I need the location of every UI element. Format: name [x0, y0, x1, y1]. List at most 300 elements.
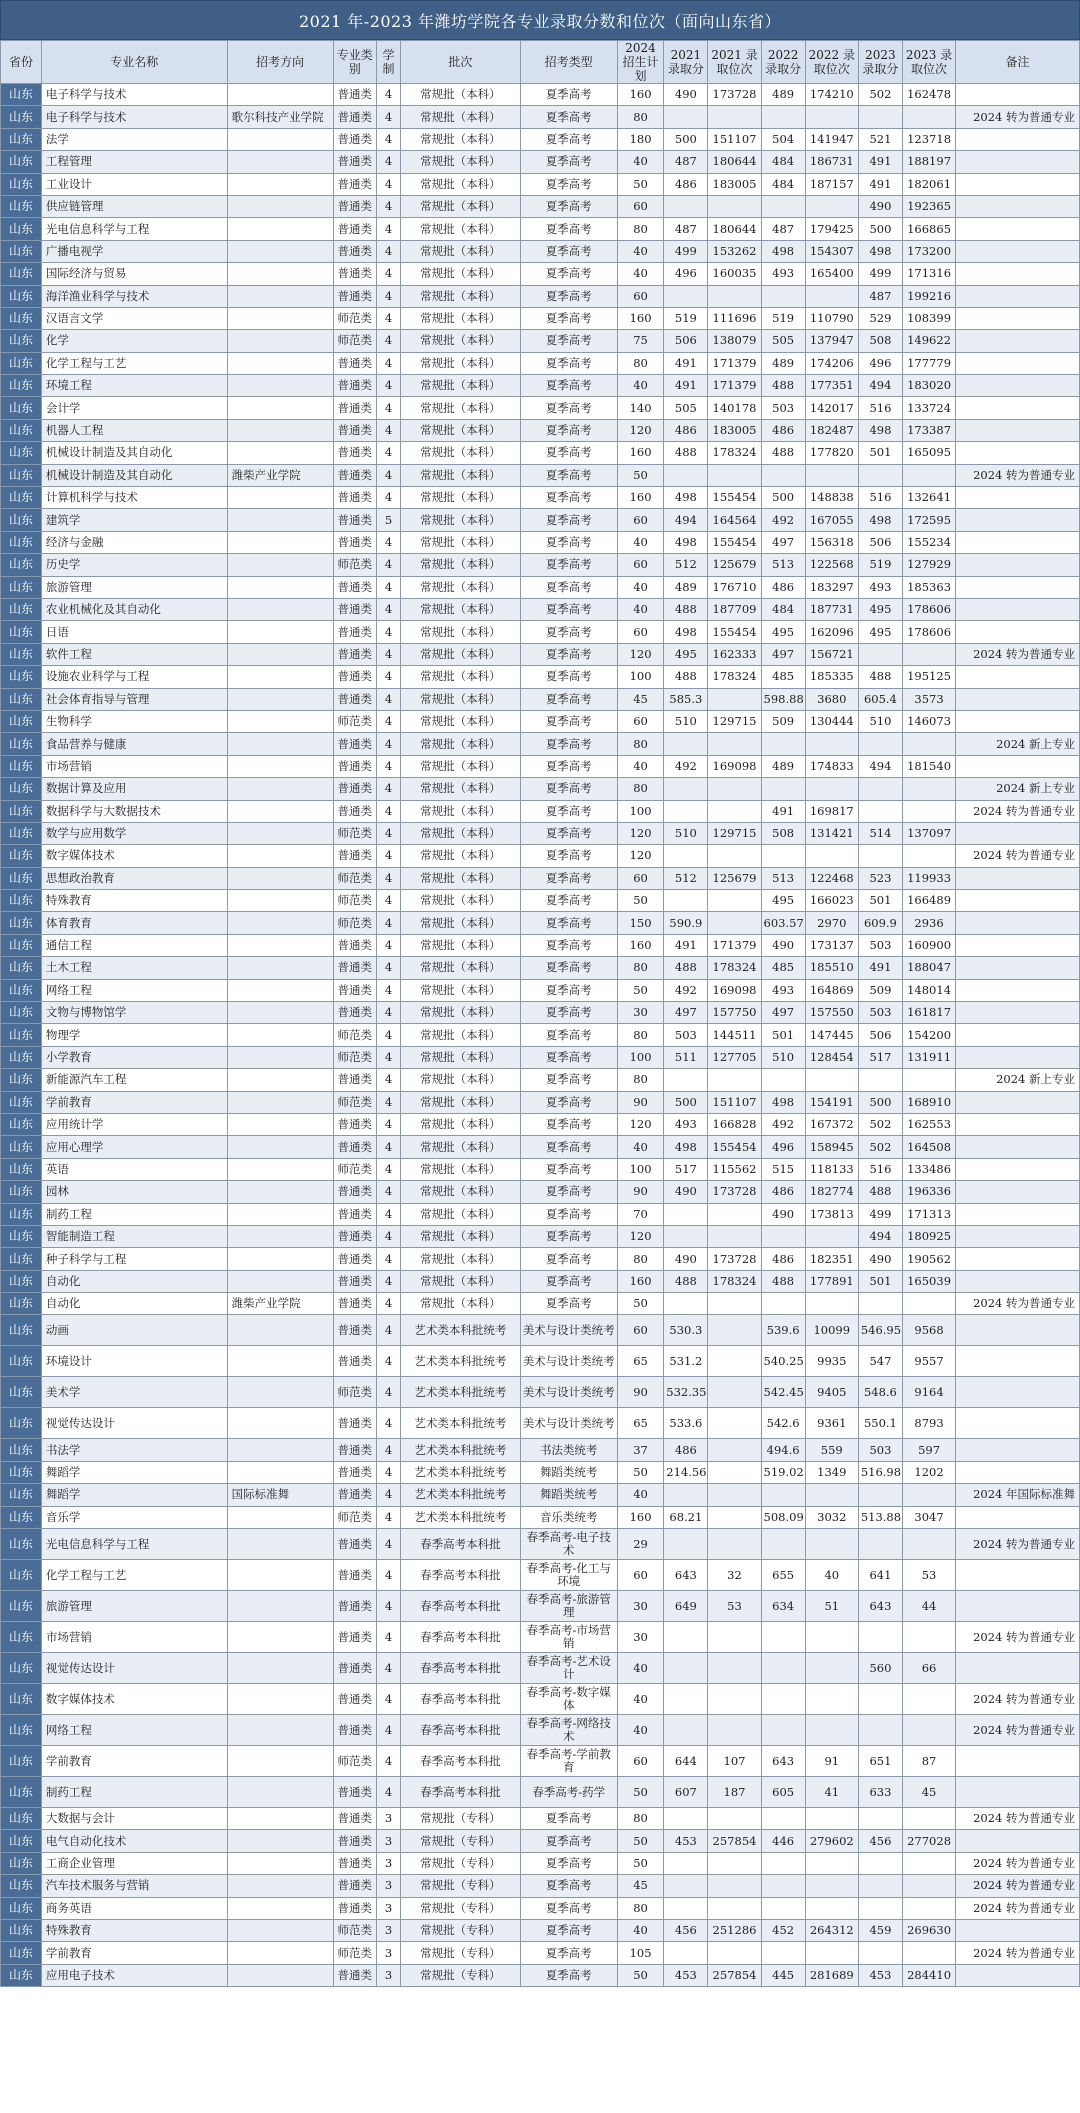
table-cell: 178606: [903, 621, 956, 643]
table-cell: 普通类: [333, 688, 376, 710]
table-cell: 503: [858, 934, 902, 956]
table-cell: 1349: [805, 1461, 858, 1483]
table-cell: [227, 1653, 333, 1684]
table-cell: 164508: [903, 1136, 956, 1158]
table-cell: 51: [805, 1591, 858, 1622]
table-cell: 视觉传达设计: [41, 1408, 227, 1439]
table-cell: 4: [376, 1653, 400, 1684]
table-cell: [761, 1942, 805, 1964]
table-cell: [956, 1964, 1080, 1986]
table-cell: [664, 1715, 708, 1746]
table-cell: 9361: [805, 1408, 858, 1439]
table-cell: 487: [664, 151, 708, 173]
table-cell: 182061: [903, 173, 956, 195]
table-cell: 490: [761, 934, 805, 956]
column-header: 2023 录取分: [858, 41, 902, 84]
table-cell: [805, 778, 858, 800]
table-cell: 165039: [903, 1270, 956, 1292]
table-cell: 171379: [708, 375, 761, 397]
table-cell: 495: [761, 890, 805, 912]
table-cell: [805, 1875, 858, 1897]
table-cell: [227, 218, 333, 240]
table-row: [1, 1506, 1080, 1528]
table-cell: 446: [761, 1830, 805, 1852]
table-cell: 常规批（本科）: [401, 1158, 520, 1180]
table-row: [1, 710, 1080, 732]
table-cell: 154191: [805, 1091, 858, 1113]
table-cell: 4: [376, 240, 400, 262]
table-cell: 2024 转为普通专业: [956, 1715, 1080, 1746]
table-cell: 夏季高考: [520, 464, 617, 486]
table-cell: [227, 979, 333, 1001]
table-cell: 师范类: [333, 1746, 376, 1777]
table-cell: 春季高考本科批: [401, 1746, 520, 1777]
table-cell: 160: [617, 84, 663, 106]
column-header: 省份: [1, 41, 42, 84]
table-cell: 516: [858, 397, 902, 419]
table-cell: 普通类: [333, 1484, 376, 1506]
table-cell: 夏季高考: [520, 1024, 617, 1046]
table-cell: 夏季高考: [520, 822, 617, 844]
table-cell: 516: [858, 1158, 902, 1180]
table-cell: [227, 1506, 333, 1528]
table-cell: 普通类: [333, 397, 376, 419]
table-cell: 60: [617, 509, 663, 531]
table-cell: 50: [617, 1852, 663, 1874]
table-cell: 普通类: [333, 576, 376, 598]
table-row: [1, 1046, 1080, 1068]
table-cell: [664, 1942, 708, 1964]
table-cell: [805, 1653, 858, 1684]
table-cell: 4: [376, 263, 400, 285]
table-cell: [227, 442, 333, 464]
table-cell: 书法类统考: [520, 1439, 617, 1461]
table-cell: 607: [664, 1777, 708, 1808]
table-cell: 486: [664, 419, 708, 441]
table-cell: 普通类: [333, 957, 376, 979]
table-cell: [956, 1746, 1080, 1777]
table-cell: 530.3: [664, 1315, 708, 1346]
table-cell: 夏季高考: [520, 1091, 617, 1113]
table-cell: 师范类: [333, 554, 376, 576]
table-cell: 111696: [708, 307, 761, 329]
table-cell: 506: [858, 1024, 902, 1046]
table-cell: [956, 1346, 1080, 1377]
table-cell: 185363: [903, 576, 956, 598]
table-cell: 506: [858, 531, 902, 553]
table-cell: 257854: [708, 1964, 761, 1986]
table-row: [1, 84, 1080, 106]
table-cell: [956, 263, 1080, 285]
table-cell: 489: [761, 352, 805, 374]
table-cell: 夏季高考: [520, 509, 617, 531]
table-cell: [227, 1622, 333, 1653]
table-cell: 90: [617, 1377, 663, 1408]
table-cell: [664, 285, 708, 307]
table-cell: 2024 年国际标准舞: [956, 1484, 1080, 1506]
table-row: [1, 531, 1080, 553]
table-row: [1, 1270, 1080, 1292]
table-cell: [708, 1069, 761, 1091]
table-cell: [903, 800, 956, 822]
table-cell: 492: [761, 509, 805, 531]
table-cell: 490: [858, 1248, 902, 1270]
table-cell: 171313: [903, 1203, 956, 1225]
table-cell: [227, 1002, 333, 1024]
table-cell: 497: [761, 1002, 805, 1024]
table-cell: [708, 1875, 761, 1897]
table-cell: [761, 1715, 805, 1746]
table-cell: 4: [376, 688, 400, 710]
table-cell: 149622: [903, 330, 956, 352]
table-cell: 40: [617, 598, 663, 620]
table-cell: 153262: [708, 240, 761, 262]
table-cell: [227, 1461, 333, 1483]
table-cell: 4: [376, 1293, 400, 1315]
table-cell: 普通类: [333, 1560, 376, 1591]
table-cell: 2024 转为普通专业: [956, 1684, 1080, 1715]
table-cell: [805, 1069, 858, 1091]
table-cell: 师范类: [333, 710, 376, 732]
table-cell: 山东: [1, 1248, 42, 1270]
table-cell: 电子科学与技术: [41, 106, 227, 128]
table-cell: 山东: [1, 733, 42, 755]
table-cell: 284410: [903, 1964, 956, 1986]
table-cell: 普通类: [333, 1875, 376, 1897]
table-cell: 普通类: [333, 509, 376, 531]
table-cell: 499: [858, 1203, 902, 1225]
table-cell: 山东: [1, 1270, 42, 1292]
table-cell: 山东: [1, 375, 42, 397]
table-cell: 80: [617, 218, 663, 240]
table-cell: 183005: [708, 173, 761, 195]
table-row: [1, 1024, 1080, 1046]
table-cell: [903, 1715, 956, 1746]
table-cell: [956, 1920, 1080, 1942]
table-cell: [227, 800, 333, 822]
table-cell: 157550: [805, 1002, 858, 1024]
table-cell: 普通类: [333, 1715, 376, 1746]
table-cell: 夏季高考: [520, 778, 617, 800]
table-cell: 488: [761, 1270, 805, 1292]
table-row: [1, 1964, 1080, 1986]
table-cell: [227, 1069, 333, 1091]
table-cell: [805, 106, 858, 128]
table-cell: 4: [376, 1529, 400, 1560]
table-cell: 学前教育: [41, 1746, 227, 1777]
table-cell: 162333: [708, 643, 761, 665]
table-cell: [708, 1808, 761, 1830]
table-cell: [956, 352, 1080, 374]
table-cell: [805, 1484, 858, 1506]
table-cell: 548.6: [858, 1377, 902, 1408]
table-cell: 44: [903, 1591, 956, 1622]
table-cell: 物理学: [41, 1024, 227, 1046]
table-cell: [708, 1622, 761, 1653]
table-cell: [227, 1225, 333, 1247]
table-cell: 60: [617, 1746, 663, 1777]
table-cell: 2936: [903, 912, 956, 934]
table-cell: [956, 151, 1080, 173]
table-cell: 4: [376, 957, 400, 979]
table-cell: [956, 1439, 1080, 1461]
table-cell: 171379: [708, 934, 761, 956]
table-cell: 山东: [1, 1942, 42, 1964]
table-cell: 山东: [1, 106, 42, 128]
table-cell: [708, 890, 761, 912]
table-cell: 87: [903, 1746, 956, 1777]
table-cell: 春季高考-化工与环境: [520, 1560, 617, 1591]
table-cell: [227, 912, 333, 934]
table-cell: 常规批（本科）: [401, 554, 520, 576]
table-cell: 29: [617, 1529, 663, 1560]
table-cell: [708, 464, 761, 486]
table-cell: [956, 1315, 1080, 1346]
table-cell: 598.88: [761, 688, 805, 710]
table-cell: 师范类: [333, 890, 376, 912]
table-cell: 山东: [1, 688, 42, 710]
table-cell: 182487: [805, 419, 858, 441]
table-cell: [227, 285, 333, 307]
table-cell: 486: [761, 1248, 805, 1270]
table-cell: 2024 转为普通专业: [956, 1808, 1080, 1830]
table-cell: 488: [664, 442, 708, 464]
table-cell: [858, 106, 902, 128]
table-cell: 40: [617, 1484, 663, 1506]
table-cell: 3047: [903, 1506, 956, 1528]
table-cell: 2024 转为普通专业: [956, 1529, 1080, 1560]
table-cell: 5: [376, 509, 400, 531]
table-cell: 161817: [903, 1002, 956, 1024]
table-cell: 夏季高考: [520, 1897, 617, 1919]
table-cell: 常规批（本科）: [401, 1046, 520, 1068]
table-cell: 常规批（本科）: [401, 419, 520, 441]
table-cell: [858, 1942, 902, 1964]
table-cell: 165400: [805, 263, 858, 285]
table-cell: 常规批（本科）: [401, 352, 520, 374]
table-cell: 设施农业科学与工程: [41, 666, 227, 688]
table-cell: [227, 240, 333, 262]
table-row: [1, 1529, 1080, 1560]
table-cell: 4: [376, 778, 400, 800]
table-cell: [227, 778, 333, 800]
table-cell: 2024 新上专业: [956, 778, 1080, 800]
table-cell: 夏季高考: [520, 733, 617, 755]
table-cell: 普通类: [333, 1622, 376, 1653]
table-cell: [664, 1852, 708, 1874]
table-cell: [708, 1684, 761, 1715]
table-cell: 4: [376, 1181, 400, 1203]
table-cell: 50: [617, 1777, 663, 1808]
table-cell: 普通类: [333, 352, 376, 374]
table-cell: 155454: [708, 531, 761, 553]
table-cell: 80: [617, 957, 663, 979]
table-cell: 学前教育: [41, 1091, 227, 1113]
table-cell: 148838: [805, 487, 858, 509]
table-cell: [805, 1225, 858, 1247]
table-cell: 517: [664, 1158, 708, 1180]
table-row: [1, 1653, 1080, 1684]
table-cell: 自动化: [41, 1270, 227, 1292]
table-cell: 夏季高考: [520, 195, 617, 217]
table-cell: [227, 1942, 333, 1964]
table-cell: 4: [376, 397, 400, 419]
table-cell: [761, 285, 805, 307]
table-cell: 常规批（本科）: [401, 464, 520, 486]
table-cell: 187157: [805, 173, 858, 195]
table-cell: [805, 285, 858, 307]
table-cell: 山东: [1, 1377, 42, 1408]
table-cell: 50: [617, 979, 663, 1001]
table-cell: 夏季高考: [520, 397, 617, 419]
table-cell: [956, 509, 1080, 531]
table-cell: [708, 1653, 761, 1684]
table-cell: 195125: [903, 666, 956, 688]
table-cell: 4: [376, 1506, 400, 1528]
table-cell: 100: [617, 666, 663, 688]
table-cell: 普通类: [333, 621, 376, 643]
table-cell: 山东: [1, 352, 42, 374]
table-cell: 常规批（专科）: [401, 1830, 520, 1852]
table-cell: 春季高考本科批: [401, 1591, 520, 1622]
table-cell: 495: [761, 621, 805, 643]
table-cell: 山东: [1, 531, 42, 553]
table-cell: [805, 1529, 858, 1560]
table-cell: 157750: [708, 1002, 761, 1024]
table-cell: 小学教育: [41, 1046, 227, 1068]
table-cell: [227, 688, 333, 710]
table-cell: 普通类: [333, 1897, 376, 1919]
table-cell: 4: [376, 1136, 400, 1158]
table-cell: 539.6: [761, 1315, 805, 1346]
table-cell: 师范类: [333, 1942, 376, 1964]
table-cell: 499: [664, 240, 708, 262]
table-cell: 60: [617, 867, 663, 889]
table-cell: 常规批（本科）: [401, 330, 520, 352]
table-cell: [227, 1875, 333, 1897]
table-cell: 旅游管理: [41, 1591, 227, 1622]
table-cell: 445: [761, 1964, 805, 1986]
table-cell: 509: [858, 979, 902, 1001]
table-cell: 257854: [708, 1830, 761, 1852]
table-cell: 艺术类本科批统考: [401, 1408, 520, 1439]
table-cell: 501: [858, 1270, 902, 1292]
table-cell: 春季高考本科批: [401, 1684, 520, 1715]
table-row: [1, 1897, 1080, 1919]
table-cell: [956, 1560, 1080, 1591]
table-cell: 122468: [805, 867, 858, 889]
table-cell: 120: [617, 419, 663, 441]
table-cell: 光电信息科学与工程: [41, 1529, 227, 1560]
table-cell: [805, 1897, 858, 1919]
table-cell: 4: [376, 733, 400, 755]
table-cell: 常规批（专科）: [401, 1942, 520, 1964]
table-cell: 常规批（本科）: [401, 1136, 520, 1158]
table-cell: 工业设计: [41, 173, 227, 195]
table-cell: 常规批（本科）: [401, 128, 520, 150]
table-cell: [227, 1158, 333, 1180]
table-cell: 40: [617, 1136, 663, 1158]
table-cell: 网络工程: [41, 1715, 227, 1746]
table-cell: 516: [858, 487, 902, 509]
table-cell: 山东: [1, 240, 42, 262]
table-cell: 643: [761, 1746, 805, 1777]
table-cell: 156318: [805, 531, 858, 553]
table-cell: 490: [664, 1248, 708, 1270]
table-cell: 487: [858, 285, 902, 307]
table-cell: 英语: [41, 1158, 227, 1180]
table-cell: 山东: [1, 666, 42, 688]
table-cell: 141947: [805, 128, 858, 150]
table-cell: 常规批（本科）: [401, 912, 520, 934]
table-cell: [956, 1136, 1080, 1158]
table-cell: 4: [376, 554, 400, 576]
table-cell: [227, 1920, 333, 1942]
table-cell: 2024 转为普通专业: [956, 643, 1080, 665]
table-cell: [227, 1808, 333, 1830]
table-cell: 188197: [903, 151, 956, 173]
table-cell: 502: [858, 1113, 902, 1135]
table-cell: 艺术类本科批统考: [401, 1461, 520, 1483]
table-cell: 经济与金融: [41, 531, 227, 553]
table-cell: 常规批（本科）: [401, 531, 520, 553]
table-cell: 45: [617, 688, 663, 710]
table-cell: 山东: [1, 1653, 42, 1684]
table-cell: 夏季高考: [520, 106, 617, 128]
table-cell: 485: [761, 666, 805, 688]
table-cell: 夏季高考: [520, 1830, 617, 1852]
table-cell: 453: [858, 1964, 902, 1986]
table-cell: 501: [858, 442, 902, 464]
table-cell: 9568: [903, 1315, 956, 1346]
table-cell: 4: [376, 1746, 400, 1777]
table-cell: 162553: [903, 1113, 956, 1135]
table-row: [1, 1920, 1080, 1942]
table-cell: [956, 710, 1080, 732]
table-cell: [903, 1942, 956, 1964]
table-cell: 山东: [1, 957, 42, 979]
table-cell: 495: [664, 643, 708, 665]
table-cell: 484: [761, 173, 805, 195]
table-cell: 264312: [805, 1920, 858, 1942]
table-cell: 普通类: [333, 1270, 376, 1292]
table-cell: [805, 1942, 858, 1964]
table-cell: 493: [761, 979, 805, 1001]
table-cell: [761, 1875, 805, 1897]
table-cell: 150: [617, 912, 663, 934]
table-cell: 162478: [903, 84, 956, 106]
table-cell: 山东: [1, 464, 42, 486]
table-cell: [956, 1408, 1080, 1439]
table-cell: 167055: [805, 509, 858, 531]
table-cell: 512: [664, 554, 708, 576]
table-cell: [664, 778, 708, 800]
table-cell: 4: [376, 531, 400, 553]
table-cell: 山东: [1, 934, 42, 956]
table-cell: 山东: [1, 1069, 42, 1091]
table-cell: 普通类: [333, 1461, 376, 1483]
table-cell: [664, 1484, 708, 1506]
table-row: [1, 1315, 1080, 1346]
table-cell: [805, 1852, 858, 1874]
table-cell: 山东: [1, 442, 42, 464]
table-cell: 师范类: [333, 307, 376, 329]
table-cell: 春季高考本科批: [401, 1715, 520, 1746]
table-cell: 1202: [903, 1461, 956, 1483]
table-cell: 484: [761, 598, 805, 620]
table-cell: 普通类: [333, 1248, 376, 1270]
table-cell: 常规批（本科）: [401, 375, 520, 397]
